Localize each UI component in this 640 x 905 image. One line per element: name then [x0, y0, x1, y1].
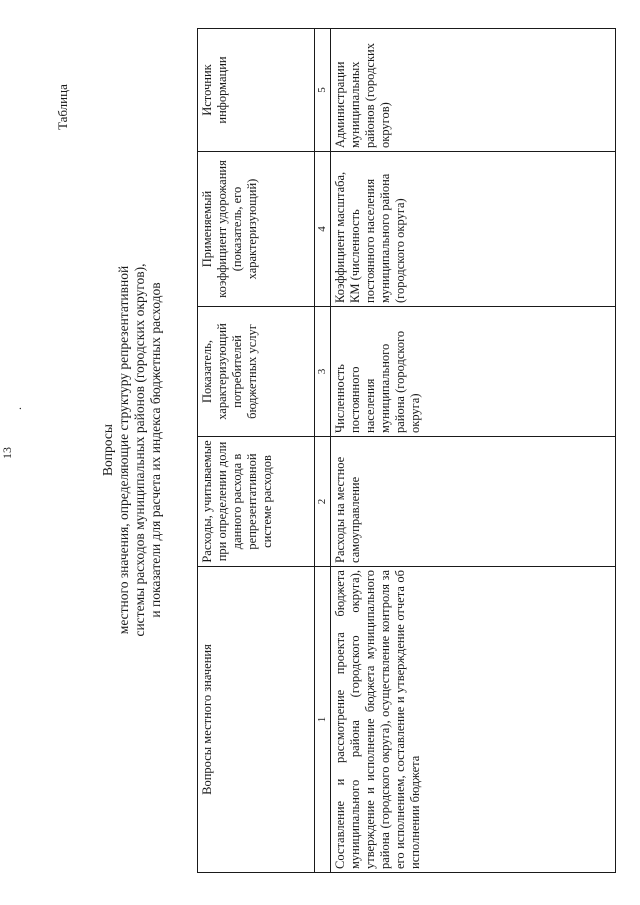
- cell-expenses: Расходы на местное самоуправление: [331, 437, 616, 567]
- header-cell: Вопросы местного значения: [198, 567, 315, 873]
- column-number: 2: [315, 437, 331, 567]
- column-number: 3: [315, 307, 331, 437]
- cell-indicator: Численность постоянного населения муниципального района (городского округа): [331, 307, 616, 437]
- cell-local-issue: Составление и рассмотрение проекта бюджета муниципального района (городского округа), утверждение и исполнение бюджета муниципального района (городского округа), осуществление контроля за его исполнением, составление и утверждение отчета об исполнении бюджета: [331, 567, 616, 873]
- heading-line-4: и показатели для расчета их индекса бюджетных расходов: [148, 282, 163, 618]
- heading-line-1: Вопросы: [100, 424, 115, 476]
- table-header-row: [198, 29, 315, 873]
- expenditure-table: [197, 28, 616, 873]
- stray-mark: .: [10, 407, 24, 410]
- table-heading: [100, 175, 164, 725]
- column-number: 5: [315, 29, 331, 152]
- cell-source: Администрации муниципальных районов (городских округов): [331, 29, 616, 152]
- header-cell: Источник информации: [198, 29, 315, 152]
- column-number: 1: [315, 567, 331, 873]
- column-number: 4: [315, 152, 331, 307]
- column-number-row: [315, 29, 331, 873]
- heading-line-2: местного значения, определяющие структуру репрезентативной: [116, 265, 131, 635]
- page-number: 13: [0, 447, 14, 459]
- header-cell: Расходы, учитываемые при определении доли данного расхода в репрезентативной системе расходов: [198, 437, 315, 567]
- table-row: [331, 29, 616, 873]
- table-label: Таблица: [55, 84, 70, 130]
- cell-coefficient: Коэффициент масштаба, КМ (численность постоянного населения муниципального района (городского округа): [331, 152, 616, 307]
- heading-line-3: системы расходов муниципальных районов (городских округов),: [132, 263, 147, 637]
- header-cell: Применяемый коэффициент удорожания (показатель, его характеризующий): [198, 152, 315, 307]
- header-cell: Показатель, характеризующий потребителей бюджетных услуг: [198, 307, 315, 437]
